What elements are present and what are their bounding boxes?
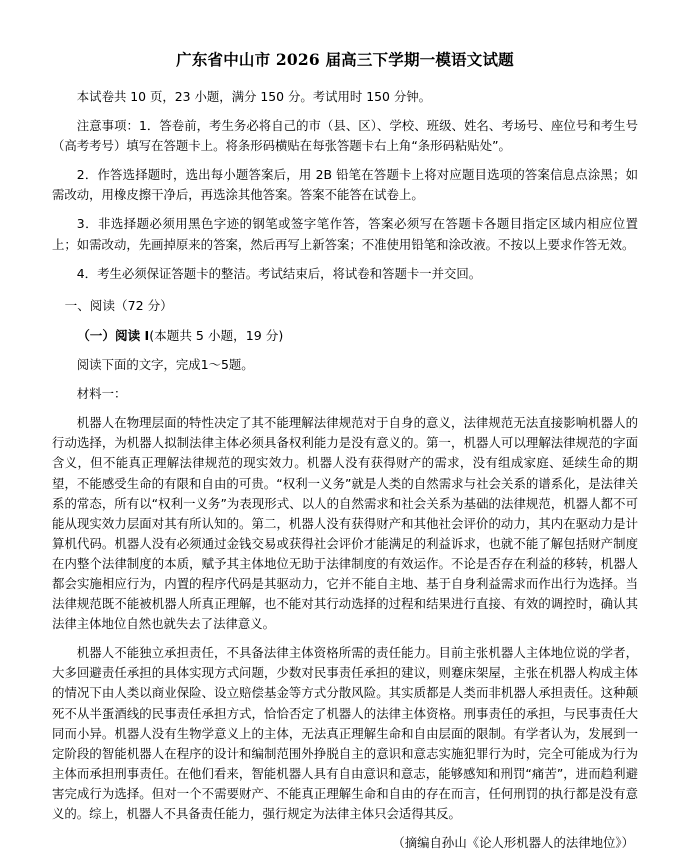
notice-paragraph-2: 2．作答选择题时，选出每小题答案后，用 2B 铅笔在答题卡上将对应题目选项的答案信息点涂黑；如需改动，用橡皮擦干净后，再选涂其他答案。答案不能答在试卷上。 <box>52 167 638 203</box>
notice-paragraph-1: 注意事项：1．答卷前，考生务必将自己的市（县、区）、学校、班级、姓名、考场号、座位号和考生号（高考考号）填写在答题卡上。将条形码横贴在每张答题卡右上角“条形码粘贴处”。 <box>52 118 638 154</box>
instruction-paragraph: 阅读下面的文字，完成1～5题。 <box>76 357 254 373</box>
body-paragraph-1: 机器人在物理层面的特性决定了其不能理解法律规范对于自身的意义，法律规范无法直接影响机器人的行动选择，为机器人拟制法律主体必须具备权利能力是没有意义的。第一，机器人可以理解法律规范的字面含义，但不能真正理解法律规范的现实效力。机器人没有获得财产的需求，没有组成家庭、延续生命的期望，不能感受生命的有限和自由的可贵。“权利一义务”就是人类的自然需求与社会关系的谱系化，是法律关系的常态，所有以“权利一义务”为表现形式、以人的自然需求和社会关系为基础的法律规范，机器人都不可能从现实效力层面对其有所认知的。第二，机器人没有获得财产和其他社会评价的动力，其内在驱动力是计算机代码。机器人没有必须通过金钱交易或获得社会评价才能满足的利益诉求，也就不能了解包括财产制度在内整个法律制度的本质，赋予其主体地位无助于法律制度的有效运作。不论是否存在利益的移转，机器人都会实施相应行为，内置的程序代码是其驱动力，它并不能自主地、基于自身利益需求而作出行为选择。当法律规范既不能被机器人所真正理解，也不能对其行动选择的过程和结果进行直接、有效的调控时，确认其法律主体地位自然也就失去了法律意义。 <box>52 415 638 632</box>
subsection-heading-normal: (本题共 5 小题，19 分) <box>149 327 284 343</box>
body-paragraph-2: 机器人不能独立承担责任，不具备法律主体资格所需的责任能力。目前主张机器人主体地位说的学者，大多回避责任承担的具体实现方式问题，少数对民事责任承担的建议，则蹇床架屋，主张在机器人构成主体的情况下由人类以商业保险、设立赔偿基金等方式分散风险。其实质都是人类而非机器人承担责任。这种颠死不从半蛋酒线的民事责任承担方式，恰恰否定了机器人的法律主体资格。刑事责任的承担，与民事责任大同而小异。机器人没有生物学意义上的主体，无法真正理解生命和自由层面的限制。有学者认为，发展到一定阶段的智能机器人在程序的设计和编制范围外挣脱自主的意识和意志实施犯罪行为时，完全可能成为行为主体而承担刑事责任。在他们看来，智能机器人具有自由意识和意志，能够感知和刑罚“痛苦”，进而趋利避害完成行为选择。但对一个不需要财产、不能真正理解生命和自由的存在而言，任何刑罚的执行都是没有意义的。综上，机器人不具备责任能力，强行规定为法律主体只会适得其反。 <box>52 645 638 821</box>
source-attribution: （摘编自孙山《论人形机器人的法律地位》） <box>392 835 634 851</box>
subsection-heading-bold: （一）阅读 I <box>77 327 150 343</box>
notice-paragraph-4: 4．考生必须保证答题卡的整洁。考试结束后，将试卷和答题卡一并交回。 <box>76 265 482 281</box>
page-title: 广东省中山市 2026 届高三下学期一模语文试题 <box>176 50 514 69</box>
material-label: 材料一： <box>76 386 127 402</box>
intro-paragraph: 本试卷共 10 页，23 小题，满分 150 分。考试用时 150 分钟。 <box>76 89 432 104</box>
subsection-heading <box>52 326 638 346</box>
notice-paragraph-3: 3．非选择题必须用黑色字迹的钢笔或签字笔作答，答案必须写在答题卡各题目指定区域内相应位置上；如需改动，先画掉原来的答案，然后再写上新答案；不准使用铅笔和涂改液。不按以上要求作答无效。 <box>52 216 638 252</box>
section-heading: 一、阅读（72 分） <box>64 297 173 313</box>
